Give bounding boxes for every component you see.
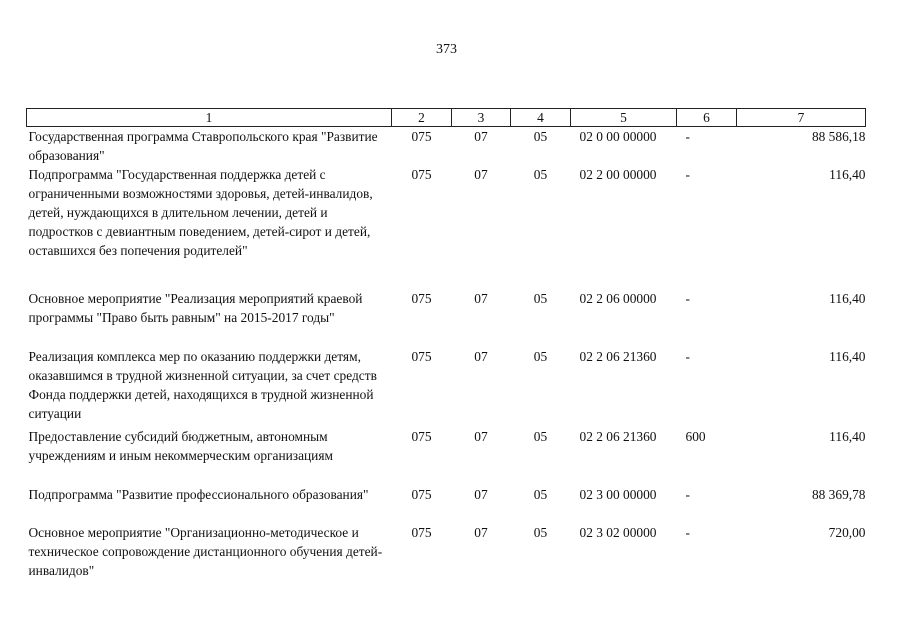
row-ved: 075 — [411, 167, 432, 182]
row-vr: - — [685, 129, 690, 144]
row-rz: 07 — [474, 167, 488, 182]
row-vr: - — [685, 525, 690, 540]
row-name: Подпрограмма "Государственная поддержка детей с ограниченными возможностями здоровья, детей-инвалидов, детей, нуждающихся в длительном лечении, детей и подростков с девиантным поведением, детей-сирот и детей, оставшихся без попечения родителей" — [28, 167, 373, 258]
row-vr: 600 — [685, 429, 706, 444]
row-vr: - — [685, 167, 690, 182]
row-vr: - — [685, 487, 690, 502]
column-header: 3 — [452, 109, 511, 127]
table-row — [27, 165, 866, 289]
table-row — [27, 347, 866, 427]
row-pr: 05 — [533, 167, 548, 182]
table-row — [27, 523, 866, 581]
column-header: 2 — [392, 109, 452, 127]
row-amount: 720,00 — [828, 525, 866, 540]
row-vr: - — [685, 349, 690, 364]
budget-table — [26, 108, 866, 581]
row-pr: 05 — [533, 487, 548, 502]
row-pr: 05 — [533, 525, 548, 540]
row-name: Реализация комплекса мер по оказанию поддержки детям, оказавшимся в трудной жизненной ситуации, за счет средств Фонда поддержки детей, находящихся в трудной жизненной ситуации — [28, 349, 377, 421]
row-name: Предоставление субсидий бюджетным, автономным учреждениям и иным некоммерческим организациям — [28, 429, 333, 463]
column-header: 1 — [27, 109, 392, 127]
row-csr: 02 3 00 00000 — [579, 487, 657, 502]
row-rz: 07 — [474, 129, 488, 144]
row-amount: 88 369,78 — [811, 487, 866, 502]
row-amount: 88 586,18 — [811, 129, 866, 144]
row-pr: 05 — [533, 429, 548, 444]
row-name: Основное мероприятие "Реализация мероприятий краевой программы "Право быть равным" на 2015-2017 годы" — [28, 291, 363, 325]
row-rz: 07 — [474, 525, 488, 540]
row-name: Государственная программа Ставропольского края "Развитие образования" — [28, 129, 378, 163]
row-amount: 116,40 — [829, 429, 866, 444]
row-vr: - — [685, 291, 690, 306]
row-rz: 07 — [474, 429, 488, 444]
row-name: Подпрограмма "Развитие профессионального образования" — [28, 487, 369, 502]
column-header: 7 — [737, 109, 866, 127]
column-header: 4 — [511, 109, 571, 127]
row-rz: 07 — [474, 291, 488, 306]
row-pr: 05 — [533, 349, 548, 364]
row-csr: 02 0 00 00000 — [579, 129, 657, 144]
row-ved: 075 — [411, 349, 432, 364]
row-csr: 02 2 06 21360 — [579, 349, 657, 364]
row-ved: 075 — [411, 525, 432, 540]
row-ved: 075 — [411, 129, 432, 144]
row-rz: 07 — [474, 487, 488, 502]
row-amount: 116,40 — [829, 349, 866, 364]
row-name: Основное мероприятие "Организационно-методическое и техническое сопровождение дистанционного обучения детей-инвалидов" — [28, 525, 383, 578]
row-csr: 02 3 02 00000 — [579, 525, 657, 540]
table-row — [27, 289, 866, 347]
row-pr: 05 — [533, 291, 548, 306]
row-ved: 075 — [411, 487, 432, 502]
row-csr: 02 2 06 21360 — [579, 429, 657, 444]
column-header: 6 — [677, 109, 737, 127]
row-rz: 07 — [474, 349, 488, 364]
row-pr: 05 — [533, 129, 548, 144]
row-amount: 116,40 — [829, 167, 866, 182]
row-ved: 075 — [411, 291, 432, 306]
table-row — [27, 127, 866, 166]
column-header: 5 — [571, 109, 677, 127]
page-number: 373 — [436, 42, 457, 57]
row-csr: 02 2 00 00000 — [579, 167, 657, 182]
row-amount: 116,40 — [829, 291, 866, 306]
table-row — [27, 427, 866, 485]
table-row — [27, 485, 866, 523]
table-header-row — [27, 109, 866, 127]
row-csr: 02 2 06 00000 — [579, 291, 657, 306]
row-ved: 075 — [411, 429, 432, 444]
